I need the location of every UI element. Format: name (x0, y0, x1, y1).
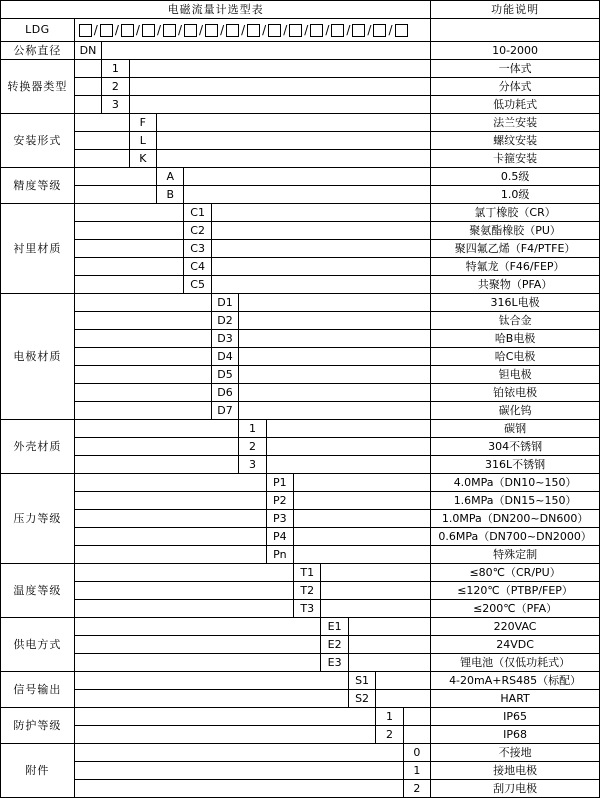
desc-cell-8-1: ≤120℃（PTBP/FEP） (431, 582, 600, 600)
model-box[interactable] (395, 24, 408, 37)
spacer-left (74, 294, 211, 312)
spacer-left (74, 780, 403, 798)
spacer-right (294, 492, 431, 510)
desc-cell-1-1: 分体式 (431, 78, 600, 96)
code-cell-10-1[interactable]: S2 (348, 690, 375, 708)
code-cell-3-0[interactable]: A (157, 168, 184, 186)
spacer-right (321, 564, 431, 582)
spacer-right (321, 600, 431, 618)
desc-cell-4-1: 聚氨酯橡胶（PU） (431, 222, 600, 240)
row-label-12: 附件 (1, 744, 75, 798)
spacer-right (403, 708, 431, 726)
spacer-left (74, 78, 101, 96)
slash-separator: / (283, 22, 288, 37)
desc-cell-1-2: 低功耗式 (431, 96, 600, 114)
code-cell-4-0[interactable]: C1 (184, 204, 211, 222)
spacer-right (239, 348, 431, 366)
model-box[interactable] (247, 24, 260, 37)
slash-separator: / (93, 22, 98, 37)
spacer-right (184, 168, 431, 186)
table-row (1, 744, 600, 762)
spacer-right (321, 582, 431, 600)
spacer-left (74, 546, 266, 564)
table-row (1, 186, 600, 204)
desc-cell-9-2: 锂电池（仅低功耗式） (431, 654, 600, 672)
desc-cell-9-0: 220VAC (431, 618, 600, 636)
table-row (1, 564, 600, 582)
table-row (1, 60, 600, 78)
desc-cell-5-5: 铂铱电极 (431, 384, 600, 402)
spacer-right (266, 456, 431, 474)
desc-cell-6-2: 316L不锈钢 (431, 456, 600, 474)
spacer-left (74, 618, 321, 636)
row-label-9: 供电方式 (1, 618, 75, 672)
spacer-left (74, 222, 184, 240)
code-cell-1-0[interactable]: 1 (102, 60, 129, 78)
code-cell-4-4[interactable]: C5 (184, 276, 211, 294)
code-cell-10-0[interactable]: S1 (348, 672, 375, 690)
table-row (1, 600, 600, 618)
desc-cell-4-0: 氯丁橡胶（CR） (431, 204, 600, 222)
spacer-left (74, 708, 375, 726)
spacer-left (74, 456, 238, 474)
slash-separator: / (156, 22, 161, 37)
spacer-right (403, 726, 431, 744)
model-box[interactable] (184, 24, 197, 37)
table-row (1, 618, 600, 636)
spacer-left (74, 510, 266, 528)
row-label-1: 转换器类型 (1, 60, 75, 114)
desc-cell-8-0: ≤80℃（CR/PU） (431, 564, 600, 582)
spacer-left (74, 528, 266, 546)
spacer-left (74, 114, 129, 132)
spacer-left (74, 204, 184, 222)
spacer-right (348, 654, 430, 672)
model-box[interactable] (268, 24, 281, 37)
desc-cell-0-0: 10-2000 (431, 42, 600, 60)
table-row (1, 132, 600, 150)
slash-separator: / (135, 22, 140, 37)
spacer-right (211, 222, 430, 240)
desc-cell-7-4: 特殊定制 (431, 546, 600, 564)
row-label-11: 防护等级 (1, 708, 75, 744)
table-row (1, 312, 600, 330)
spacer-right (211, 204, 430, 222)
table-row (1, 114, 600, 132)
model-box[interactable] (121, 24, 134, 37)
table-row (1, 168, 600, 186)
table-row (1, 546, 600, 564)
spacer-right (376, 690, 431, 708)
slash-separator: / (325, 22, 330, 37)
spacer-left (74, 474, 266, 492)
code-cell-9-0[interactable]: E1 (321, 618, 348, 636)
code-cell-7-4[interactable]: Pn (266, 546, 293, 564)
desc-cell-5-0: 316L电极 (431, 294, 600, 312)
table-row (1, 780, 600, 798)
table-row (1, 96, 600, 114)
code-cell-11-0[interactable]: 1 (376, 708, 403, 726)
desc-cell-7-3: 0.6MPa（DN700~DN2000） (431, 528, 600, 546)
model-box[interactable] (226, 24, 239, 37)
spacer-right (294, 546, 431, 564)
code-cell-5-6[interactable]: D7 (211, 402, 238, 420)
spacer-left (74, 168, 156, 186)
table-row (1, 294, 600, 312)
table-row (1, 330, 600, 348)
page-title: 电磁流量计选型表 (1, 1, 431, 19)
desc-cell-12-2: 刮刀电极 (431, 780, 600, 798)
code-cell-6-2[interactable]: 3 (239, 456, 266, 474)
row-label-3: 精度等级 (1, 168, 75, 204)
table-row (1, 672, 600, 690)
desc-cell-7-2: 1.0MPa（DN200~DN600） (431, 510, 600, 528)
spacer-left (74, 672, 348, 690)
desc-cell-5-3: 哈C电极 (431, 348, 600, 366)
spacer-right (211, 240, 430, 258)
model-box[interactable] (310, 24, 323, 37)
spacer-right (239, 366, 431, 384)
spacer-left (74, 690, 348, 708)
slash-separator: / (177, 22, 183, 37)
model-box[interactable] (373, 24, 386, 37)
table-row (1, 690, 600, 708)
spacer-right (129, 96, 431, 114)
function-desc-blank (431, 19, 600, 42)
desc-cell-2-1: 螺纹安装 (431, 132, 600, 150)
table-row (1, 510, 600, 528)
slash-separator: / (220, 22, 225, 37)
spacer-right (102, 42, 431, 60)
spacer-left (74, 312, 211, 330)
spacer-right (294, 510, 431, 528)
code-cell-8-2[interactable]: T3 (294, 600, 321, 618)
code-cell-9-1[interactable]: E2 (321, 636, 348, 654)
desc-cell-4-3: 特氟龙（F46/FEP） (431, 258, 600, 276)
spacer-left (74, 438, 238, 456)
spacer-left (74, 762, 403, 780)
row-label-5: 电极材质 (1, 294, 75, 420)
table-row (1, 456, 600, 474)
spacer-left (74, 600, 293, 618)
desc-cell-9-1: 24VDC (431, 636, 600, 654)
table-row (1, 276, 600, 294)
code-cell-6-0[interactable]: 1 (239, 420, 266, 438)
desc-cell-12-1: 接地电极 (431, 762, 600, 780)
row-label-2: 安装形式 (1, 114, 75, 168)
code-cell-7-1[interactable]: P2 (266, 492, 293, 510)
table-row (1, 726, 600, 744)
spacer-left (74, 564, 293, 582)
model-boxes (74, 19, 430, 42)
row-label-7: 压力等级 (1, 474, 75, 564)
code-cell-2-0[interactable]: F (129, 114, 156, 132)
spacer-right (239, 384, 431, 402)
code-cell-2-1[interactable]: L (129, 132, 156, 150)
spacer-right (157, 150, 431, 168)
table-row (1, 762, 600, 780)
desc-cell-7-1: 1.6MPa（DN15~150） (431, 492, 600, 510)
desc-cell-5-1: 钛合金 (431, 312, 600, 330)
slash-separator: / (304, 22, 309, 37)
function-desc-header: 功能说明 (431, 1, 600, 19)
desc-cell-2-2: 卡箍安装 (431, 150, 600, 168)
spacer-left (74, 366, 211, 384)
spacer-right (266, 438, 431, 456)
spacer-right (294, 528, 431, 546)
code-cell-5-2[interactable]: D3 (211, 330, 238, 348)
slash-separator: / (114, 22, 119, 37)
model-box[interactable] (79, 24, 92, 37)
spacer-left (74, 582, 293, 600)
spacer-left (74, 402, 211, 420)
spacer-left (74, 132, 129, 150)
spacer-left (74, 186, 156, 204)
desc-cell-12-0: 不接地 (431, 744, 600, 762)
table-row (1, 582, 600, 600)
code-cell-5-0[interactable]: D1 (211, 294, 238, 312)
table-row (1, 240, 600, 258)
spacer-right (211, 258, 430, 276)
slash-separator: / (241, 22, 246, 37)
code-cell-5-4[interactable]: D5 (211, 366, 238, 384)
code-cell-12-1[interactable]: 1 (403, 762, 431, 780)
desc-cell-7-0: 4.0MPa（DN10~150） (431, 474, 600, 492)
model-box[interactable] (100, 24, 113, 37)
spacer-left (74, 348, 211, 366)
table-row (1, 654, 600, 672)
table-title-row (1, 1, 600, 19)
code-cell-4-2[interactable]: C3 (184, 240, 211, 258)
code-cell-8-0[interactable]: T1 (294, 564, 321, 582)
code-cell-7-3[interactable]: P4 (266, 528, 293, 546)
desc-cell-3-0: 0.5级 (431, 168, 600, 186)
spacer-left (74, 384, 211, 402)
slash-separator: / (388, 22, 393, 37)
code-cell-5-1[interactable]: D2 (211, 312, 238, 330)
model-box[interactable] (142, 24, 155, 37)
table-row (1, 438, 600, 456)
desc-cell-8-2: ≤200℃（PFA） (431, 600, 600, 618)
desc-cell-5-4: 钽电极 (431, 366, 600, 384)
model-box[interactable] (289, 24, 302, 37)
table-row (1, 384, 600, 402)
spacer-left (74, 492, 266, 510)
model-box[interactable] (352, 24, 365, 37)
table-row (1, 204, 600, 222)
spacer-right (157, 132, 431, 150)
desc-cell-4-4: 共聚物（PFA） (431, 276, 600, 294)
code-cell-6-1[interactable]: 2 (239, 438, 266, 456)
table-row (1, 402, 600, 420)
spacer-right (129, 78, 431, 96)
desc-cell-6-1: 304不锈钢 (431, 438, 600, 456)
code-cell-5-3[interactable]: D4 (211, 348, 238, 366)
desc-cell-4-2: 聚四氟乙烯（F4/PTFE） (431, 240, 600, 258)
spacer-left (74, 150, 129, 168)
table-row (1, 42, 600, 60)
model-box[interactable] (331, 24, 344, 37)
spacer-left (74, 744, 403, 762)
code-cell-4-3[interactable]: C4 (184, 258, 211, 276)
table-row (1, 222, 600, 240)
desc-cell-3-1: 1.0级 (431, 186, 600, 204)
table-row (1, 258, 600, 276)
slash-separator: / (199, 22, 204, 37)
spacer-right (157, 114, 431, 132)
spacer-right (348, 636, 430, 654)
spacer-right (239, 402, 431, 420)
code-cell-3-1[interactable]: B (157, 186, 184, 204)
desc-cell-2-0: 法兰安装 (431, 114, 600, 132)
row-label-8: 温度等级 (1, 564, 75, 618)
row-label-4: 衬里材质 (1, 204, 75, 294)
spec-table-body (1, 1, 600, 798)
code-cell-11-1[interactable]: 2 (376, 726, 403, 744)
desc-cell-5-6: 碳化钨 (431, 402, 600, 420)
model-box[interactable] (163, 24, 176, 37)
spacer-right (211, 276, 430, 294)
table-row (1, 492, 600, 510)
model-box[interactable] (205, 24, 218, 37)
model-code-row (1, 19, 600, 42)
code-cell-1-2[interactable]: 3 (102, 96, 129, 114)
code-cell-2-2[interactable]: K (129, 150, 156, 168)
code-cell-8-1[interactable]: T2 (294, 582, 321, 600)
table-row (1, 474, 600, 492)
desc-cell-1-0: 一体式 (431, 60, 600, 78)
row-label-0: 公称直径 (1, 42, 75, 60)
row-label-10: 信号输出 (1, 672, 75, 708)
slash-separator: / (346, 22, 351, 37)
slash-separator: / (367, 22, 372, 37)
spacer-left (74, 258, 184, 276)
spacer-right (239, 312, 431, 330)
table-row (1, 348, 600, 366)
model-prefix: LDG (1, 19, 75, 42)
table-row (1, 420, 600, 438)
table-row (1, 636, 600, 654)
spacer-right (184, 186, 431, 204)
code-cell-12-2[interactable]: 2 (403, 780, 431, 798)
table-row (1, 708, 600, 726)
code-cell-7-2[interactable]: P3 (266, 510, 293, 528)
spacer-left (74, 60, 101, 78)
code-cell-9-2[interactable]: E3 (321, 654, 348, 672)
desc-cell-11-1: IP68 (431, 726, 600, 744)
table-row (1, 366, 600, 384)
code-cell-12-0[interactable]: 0 (403, 744, 431, 762)
spacer-right (294, 474, 431, 492)
spacer-left (74, 330, 211, 348)
spacer-left (74, 654, 321, 672)
spacer-left (74, 96, 101, 114)
spacer-left (74, 240, 184, 258)
row-label-6: 外壳材质 (1, 420, 75, 474)
spacer-left (74, 636, 321, 654)
table-row (1, 150, 600, 168)
table-row (1, 78, 600, 96)
table-row (1, 528, 600, 546)
spacer-left (74, 276, 184, 294)
spacer-right (376, 672, 431, 690)
desc-cell-5-2: 哈B电极 (431, 330, 600, 348)
desc-cell-10-1: HART (431, 690, 600, 708)
desc-cell-6-0: 碳钢 (431, 420, 600, 438)
code-cell-1-1[interactable]: 2 (102, 78, 129, 96)
slash-separator: / (262, 22, 267, 37)
code-cell-0-0[interactable]: DN (74, 42, 101, 60)
code-cell-5-5[interactable]: D6 (211, 384, 238, 402)
code-cell-4-1[interactable]: C2 (184, 222, 211, 240)
spacer-right (266, 420, 431, 438)
spacer-right (239, 330, 431, 348)
desc-cell-10-0: 4-20mA+RS485（标配） (431, 672, 600, 690)
spacer-right (348, 618, 430, 636)
spacer-right (129, 60, 431, 78)
code-cell-7-0[interactable]: P1 (266, 474, 293, 492)
spacer-right (239, 294, 431, 312)
spacer-left (74, 726, 375, 744)
desc-cell-11-0: IP65 (431, 708, 600, 726)
spacer-left (74, 420, 238, 438)
